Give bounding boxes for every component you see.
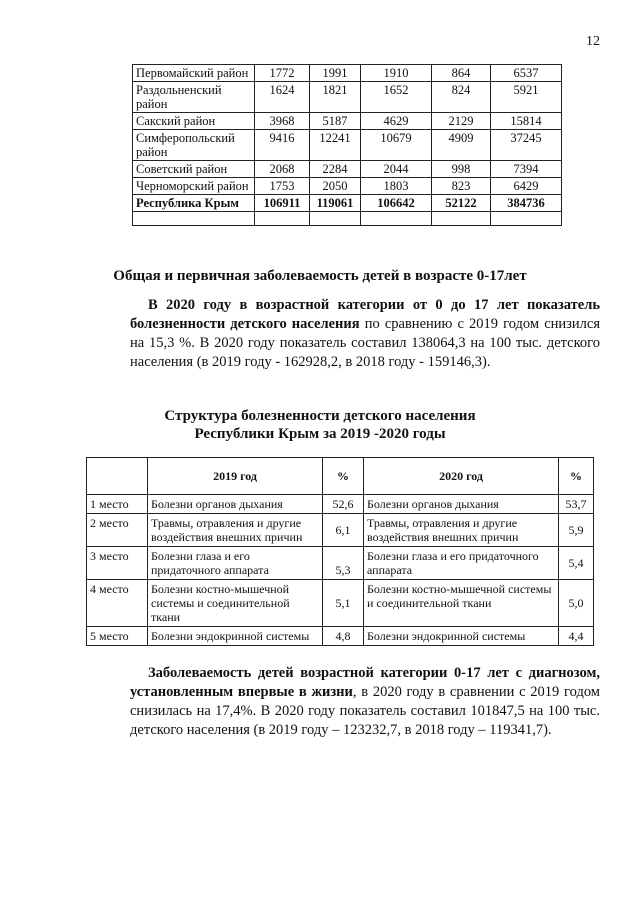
percent-2020: 53,7	[559, 495, 594, 514]
district-name: Республика Крым	[133, 195, 255, 212]
header-pct-2020: %	[559, 458, 594, 495]
district-table	[132, 64, 562, 226]
table-row	[87, 495, 594, 514]
header-2019: 2019 год	[148, 458, 323, 495]
percent-2020: 5,9	[559, 514, 594, 547]
district-name: Черноморский район	[133, 178, 255, 195]
value-cell: 15814	[491, 113, 562, 130]
disease-2019: Болезни эндокринной системы	[148, 627, 323, 646]
page-number: 12	[586, 34, 600, 49]
value-cell: 3968	[255, 113, 310, 130]
percent-2020: 5,4	[559, 547, 594, 580]
percent-2019: 52,6	[323, 495, 364, 514]
value-cell: 1772	[255, 65, 310, 82]
disease-2019: Болезни глаза и его придаточного аппарата	[148, 547, 323, 580]
value-cell: 823	[432, 178, 491, 195]
disease-2019: Болезни костно-мышечной системы и соединительной ткани	[148, 580, 323, 627]
value-cell: 7394	[491, 161, 562, 178]
blank-cell	[361, 212, 432, 226]
place-cell: 3 место	[87, 547, 148, 580]
table-row	[133, 82, 562, 113]
disease-2020: Болезни органов дыхания	[364, 495, 559, 514]
percent-2020: 5,0	[559, 580, 594, 627]
place-cell: 2 место	[87, 514, 148, 547]
value-cell: 824	[432, 82, 491, 113]
disease-2019: Травмы, отравления и другие воздействия внешних причин	[148, 514, 323, 547]
header-2020: 2020 год	[364, 458, 559, 495]
section1-paragraph	[130, 296, 600, 372]
table-row	[133, 65, 562, 82]
table-row	[133, 130, 562, 161]
value-cell: 1910	[361, 65, 432, 82]
disease-2020: Болезни эндокринной системы	[364, 627, 559, 646]
section1-bold-text: В 2020 году в возрастной категории от 0 до 17 лет показатель болезненности детского населения	[130, 297, 600, 332]
place-cell: 1 место	[87, 495, 148, 514]
blank-cell	[310, 212, 361, 226]
value-cell: 106642	[361, 195, 432, 212]
section2-bold-text: Заболеваемость детей возрастной категории 0-17 лет с диагнозом, установленным впервые в жизни	[130, 665, 600, 700]
blank-cell	[491, 212, 562, 226]
value-cell: 2068	[255, 161, 310, 178]
value-cell: 1624	[255, 82, 310, 113]
table-row	[87, 547, 594, 580]
value-cell: 6429	[491, 178, 562, 195]
value-cell: 9416	[255, 130, 310, 161]
blank-cell	[133, 212, 255, 226]
value-cell: 384736	[491, 195, 562, 212]
value-cell: 37245	[491, 130, 562, 161]
value-cell: 12241	[310, 130, 361, 161]
disease-2019: Болезни органов дыхания	[148, 495, 323, 514]
structure-title-line2: Республики Крым за 2019 -2020 годы	[194, 426, 446, 442]
table-row	[87, 627, 594, 646]
disease-2020: Болезни глаза и его придаточного аппарата	[364, 547, 559, 580]
section1-text: по сравнению с 2019 годом снизился на 15,3 %. В 2020 году показатель составил 138064,3 на 100 тыс. детского населения (в 2019 году - 162928,2, в 2018 году - 159146,3).	[130, 316, 600, 370]
value-cell: 4909	[432, 130, 491, 161]
value-cell: 1753	[255, 178, 310, 195]
value-cell: 1821	[310, 82, 361, 113]
district-name: Симферопольский район	[133, 130, 255, 161]
place-cell: 5 место	[87, 627, 148, 646]
value-cell: 119061	[310, 195, 361, 212]
disease-2020: Травмы, отравления и другие воздействия внешних причин	[364, 514, 559, 547]
structure-table	[86, 457, 594, 646]
disease-2020: Болезни костно-мышечной системы и соединительной ткани	[364, 580, 559, 627]
value-cell: 864	[432, 65, 491, 82]
table-row	[133, 161, 562, 178]
value-cell: 2050	[310, 178, 361, 195]
value-cell: 6537	[491, 65, 562, 82]
district-name: Сакский район	[133, 113, 255, 130]
section2-text: , в 2020 году в сравнении с 2019 годом снизилась на 17,4%. В 2020 году показатель составил 101847,5 на 100 тыс. детского населения (в 2019 году – 123232,7, в 2018 году – 119341,7).	[130, 684, 600, 738]
structure-header-row	[87, 458, 594, 495]
table-row	[87, 514, 594, 547]
value-cell: 10679	[361, 130, 432, 161]
percent-2019: 4,8	[323, 627, 364, 646]
header-pct-2019: %	[323, 458, 364, 495]
percent-2020: 4,4	[559, 627, 594, 646]
table-row	[133, 178, 562, 195]
blank-cell	[432, 212, 491, 226]
header-place	[87, 458, 148, 495]
value-cell: 52122	[432, 195, 491, 212]
blank-cell	[255, 212, 310, 226]
district-name: Первомайский район	[133, 65, 255, 82]
value-cell: 106911	[255, 195, 310, 212]
percent-2019: 5,1	[323, 580, 364, 627]
section1-heading: Общая и первичная заболеваемость детей в возрасте 0-17лет	[113, 268, 527, 284]
value-cell: 5187	[310, 113, 361, 130]
value-cell: 998	[432, 161, 491, 178]
table-row	[133, 113, 562, 130]
district-name: Советский район	[133, 161, 255, 178]
value-cell: 4629	[361, 113, 432, 130]
percent-2019: 5,3	[323, 547, 364, 580]
percent-2019: 6,1	[323, 514, 364, 547]
value-cell: 2129	[432, 113, 491, 130]
value-cell: 1652	[361, 82, 432, 113]
district-name: Раздольненский район	[133, 82, 255, 113]
value-cell: 1991	[310, 65, 361, 82]
total-row	[133, 195, 562, 212]
value-cell: 2284	[310, 161, 361, 178]
structure-title-line1: Структура болезненности детского населения	[164, 408, 476, 424]
value-cell: 2044	[361, 161, 432, 178]
section2-paragraph	[130, 664, 600, 740]
value-cell: 1803	[361, 178, 432, 195]
table-row	[87, 580, 594, 627]
value-cell: 5921	[491, 82, 562, 113]
place-cell: 4 место	[87, 580, 148, 627]
blank-row	[133, 212, 562, 226]
